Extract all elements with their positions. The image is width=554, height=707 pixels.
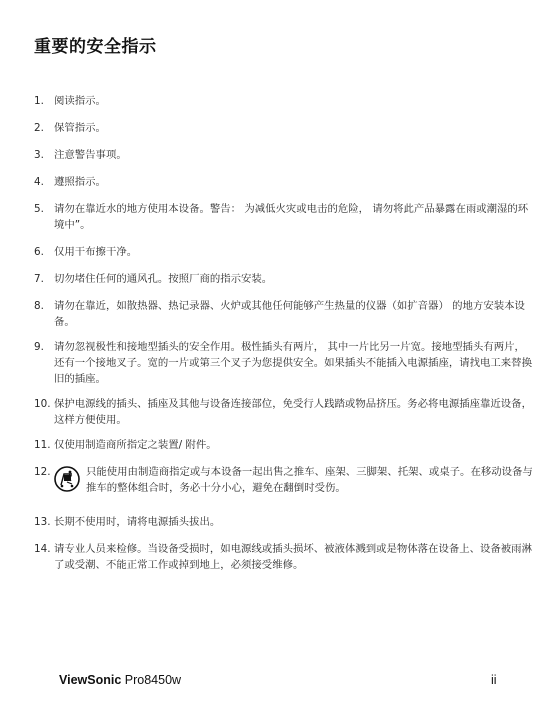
item-number: 4. [34,176,44,188]
list-item [34,541,534,573]
item-number: 11. [34,439,51,451]
list-item [34,339,534,387]
item-number: 1. [34,95,44,107]
item-text: 请勿在靠近水的地方使用本设备。警告： 为减低火灾或电击的危险， 请勿将此产品暴露在雨或潮湿的环境中”。 [54,203,529,231]
cart-tip-over-warning-icon [54,466,80,492]
page-number: ii [491,673,497,687]
item-text: 请专业人员来检修。当设备受损时，如电源线或插头损坏、被液体溅到或是物体落在设备上、设备被雨淋了或受潮、不能正常工作或掉到地上，必须接受维修。 [54,543,532,571]
item-text: 切勿堵住任何的通风孔。按照厂商的指示安装。 [54,273,273,285]
item-number: 3. [34,149,44,161]
item-number: 13. [34,516,51,528]
footer-product-name [59,673,181,687]
item-number: 14. [34,543,51,555]
item-number: 8. [34,300,44,312]
item-text: 仅用干布擦干净。 [54,246,138,258]
footer-brand: ViewSonic [59,673,122,687]
item-number: 7. [34,273,44,285]
list-item [34,437,534,453]
list-item [34,147,534,163]
list-item [34,93,534,109]
item-text: 长期不使用时，请将电源插头拔出。 [54,516,221,528]
item-number: 10. [34,398,51,410]
list-item [34,298,534,330]
item-number: 6. [34,246,44,258]
list-item [34,244,534,260]
item-number: 2. [34,122,44,134]
item-text: 保管指示。 [54,122,106,134]
page-title: 重要的安全指示 [34,37,157,57]
list-item [34,201,534,233]
list-item [34,514,534,530]
list-item [34,396,534,428]
item-text: 只能使用由制造商指定或与本设备一起出售之推车、座架、三脚架、托架、或桌子。在移动设备与推车的整体组合时，务必十分小心，避免在翻倒时受伤。 [86,466,533,494]
list-item [34,271,534,287]
list-item [34,120,534,136]
item-text: 注意警告事项。 [54,149,127,161]
item-text: 仅使用制造商所指定之装置/ 附件。 [54,439,217,451]
item-number: 12. [34,466,51,478]
item-text: 保护电源线的插头、插座及其他与设备连接部位，免受行人践踏或物品挤压。务必将电源插座靠近设备，这样方便使用。 [54,398,532,426]
item-text: 遵照指示。 [54,176,106,188]
list-item [34,464,534,496]
item-text: 请勿忽视极性和接地型插头的安全作用。极性插头有两片， 其中一片比另一片宽。接地型插头有两片，还有一个接地叉子。宽的一片或第三个叉子为您提供安全。如果插头不能插入电源插座，请找电工来替换旧的插座。 [54,341,532,385]
list-item [34,174,534,190]
item-text: 阅读指示。 [54,95,106,107]
item-number: 9. [34,341,44,353]
footer-model: Pro8450w [124,673,182,687]
item-number: 5. [34,203,44,215]
safety-instructions-list [34,93,534,573]
item-text: 请勿在靠近，如散热器、热记录器、火炉或其他任何能够产生热量的仪器（如扩音器） 的地方安装本设备。 [54,300,525,328]
